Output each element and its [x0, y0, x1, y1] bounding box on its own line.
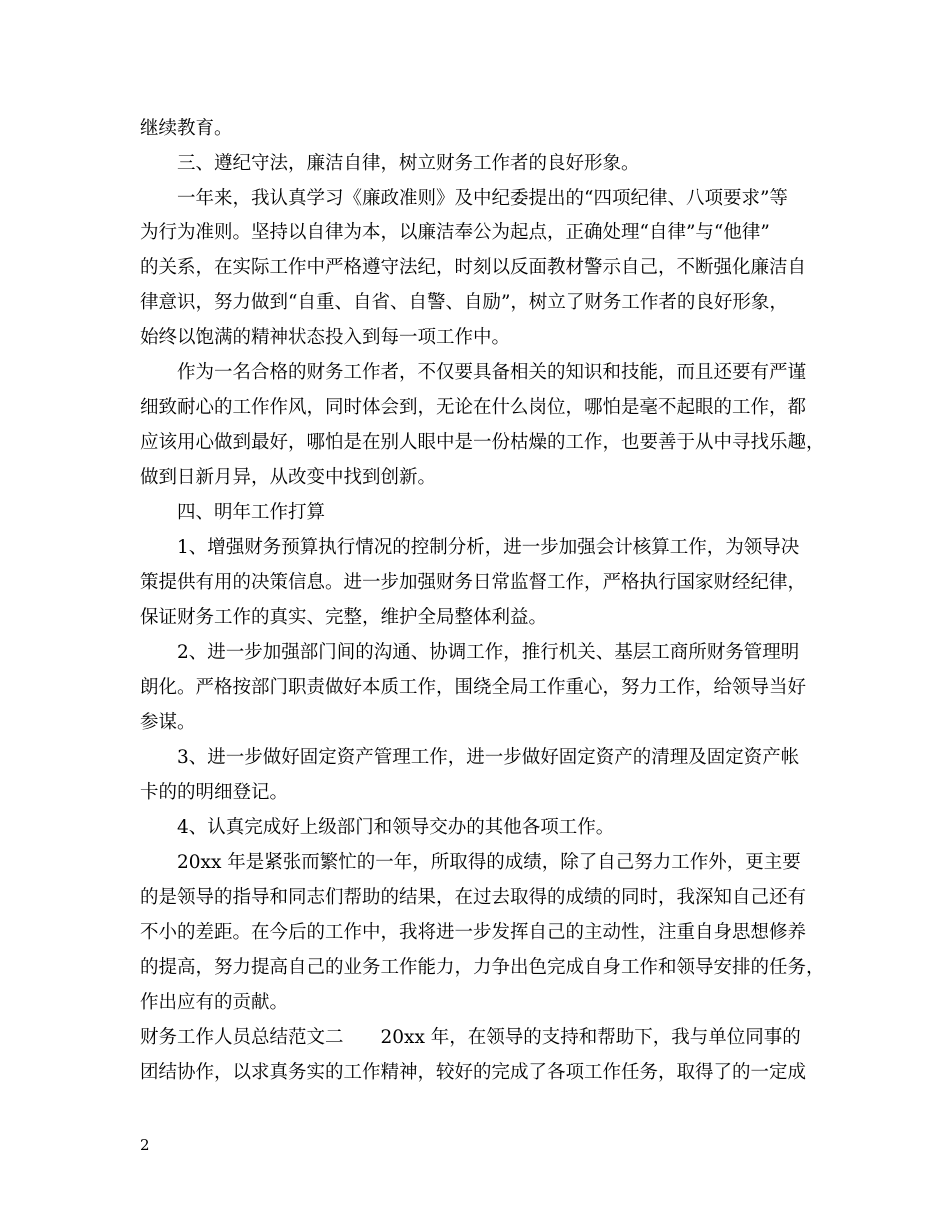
- text-line: 团结协作，以求真务实的工作精神，较好的完成了各项工作任务，取得了的一定成: [140, 1062, 807, 1083]
- text-line: 做到日新月异，从改变中找到创新。: [140, 467, 437, 488]
- text-line: 的是领导的指导和同志们帮助的结果，在过去取得的成绩的同时，我深知自己还有: [140, 887, 807, 908]
- text-line: 3、进一步做好固定资产管理工作，进一步做好固定资产的清理及固定资产帐: [177, 747, 800, 768]
- text-line: 作为一名合格的财务工作者，不仅要具备相关的知识和技能，而且还要有严谨: [177, 362, 807, 383]
- text-line: 财务工作人员总结范文二 20xx 年，在领导的支持和帮助下，我与单位同事的: [140, 1027, 801, 1048]
- text-line: 为行为准则。坚持以自律为本，以廉洁奉公为起点，正确处理“自律”与“他律”: [140, 222, 770, 243]
- section-heading: 四、明年工作打算: [177, 502, 326, 523]
- text-line: 细致耐心的工作作风，同时体会到，无论在什么岗位，哪怕是毫不起眼的工作，都: [140, 397, 807, 418]
- text-line: 策提供有用的决策信息。进一步加强财务日常监督工作，严格执行国家财经纪律，: [140, 572, 807, 593]
- text-line: 参谋。: [140, 712, 196, 733]
- text-line: 1、增强财务预算执行情况的控制分析，进一步加强会计核算工作，为领导决: [177, 537, 800, 558]
- text-line: 4、认真完成好上级部门和领导交办的其他各项工作。: [177, 817, 615, 838]
- text-line: 朗化。严格按部门职责做好本质工作，围绕全局工作重心，努力工作，给领导当好: [140, 677, 807, 698]
- text-line: 20xx 年是紧张而繁忙的一年，所取得的成绩，除了自己努力工作外，更主要: [177, 852, 801, 873]
- text-line: 一年来，我认真学习《廉政准则》及中纪委提出的“四项纪律、八项要求”等: [177, 188, 788, 209]
- page-number: 2: [140, 1136, 150, 1154]
- text-line: 的提高，努力提高自己的业务工作能力，力争出色完成自身工作和领导安排的任务，: [140, 957, 825, 978]
- text-line: 始终以饱满的精神状态投入到每一项工作中。: [140, 327, 511, 348]
- text-line: 不小的差距。在今后的工作中，我将进一步发挥自己的主动性，注重自身思想修养: [140, 922, 807, 943]
- text-line: 继续教育。: [140, 118, 233, 139]
- text-line: 应该用心做到最好，哪怕是在别人眼中是一份枯燥的工作，也要善于从中寻找乐趣，: [140, 432, 825, 453]
- text-line: 的关系，在实际工作中严格遵守法纪，时刻以反面教材警示自己，不断强化廉洁自: [140, 257, 807, 278]
- text-line: 2、进一步加强部门间的沟通、协调工作，推行机关、基层工商所财务管理明: [177, 642, 800, 663]
- section-heading: 三、遵纪守法，廉洁自律，树立财务工作者的良好形象。: [177, 153, 640, 174]
- text-line: 卡的的明细登记。: [140, 782, 289, 803]
- text-line: 保证财务工作的真实、完整，维护全局整体利益。: [140, 607, 548, 628]
- text-line: 作出应有的贡献。: [140, 992, 289, 1013]
- text-line: 律意识，努力做到“自重、自省、自警、自励”，树立了财务工作者的良好形象，: [140, 292, 788, 313]
